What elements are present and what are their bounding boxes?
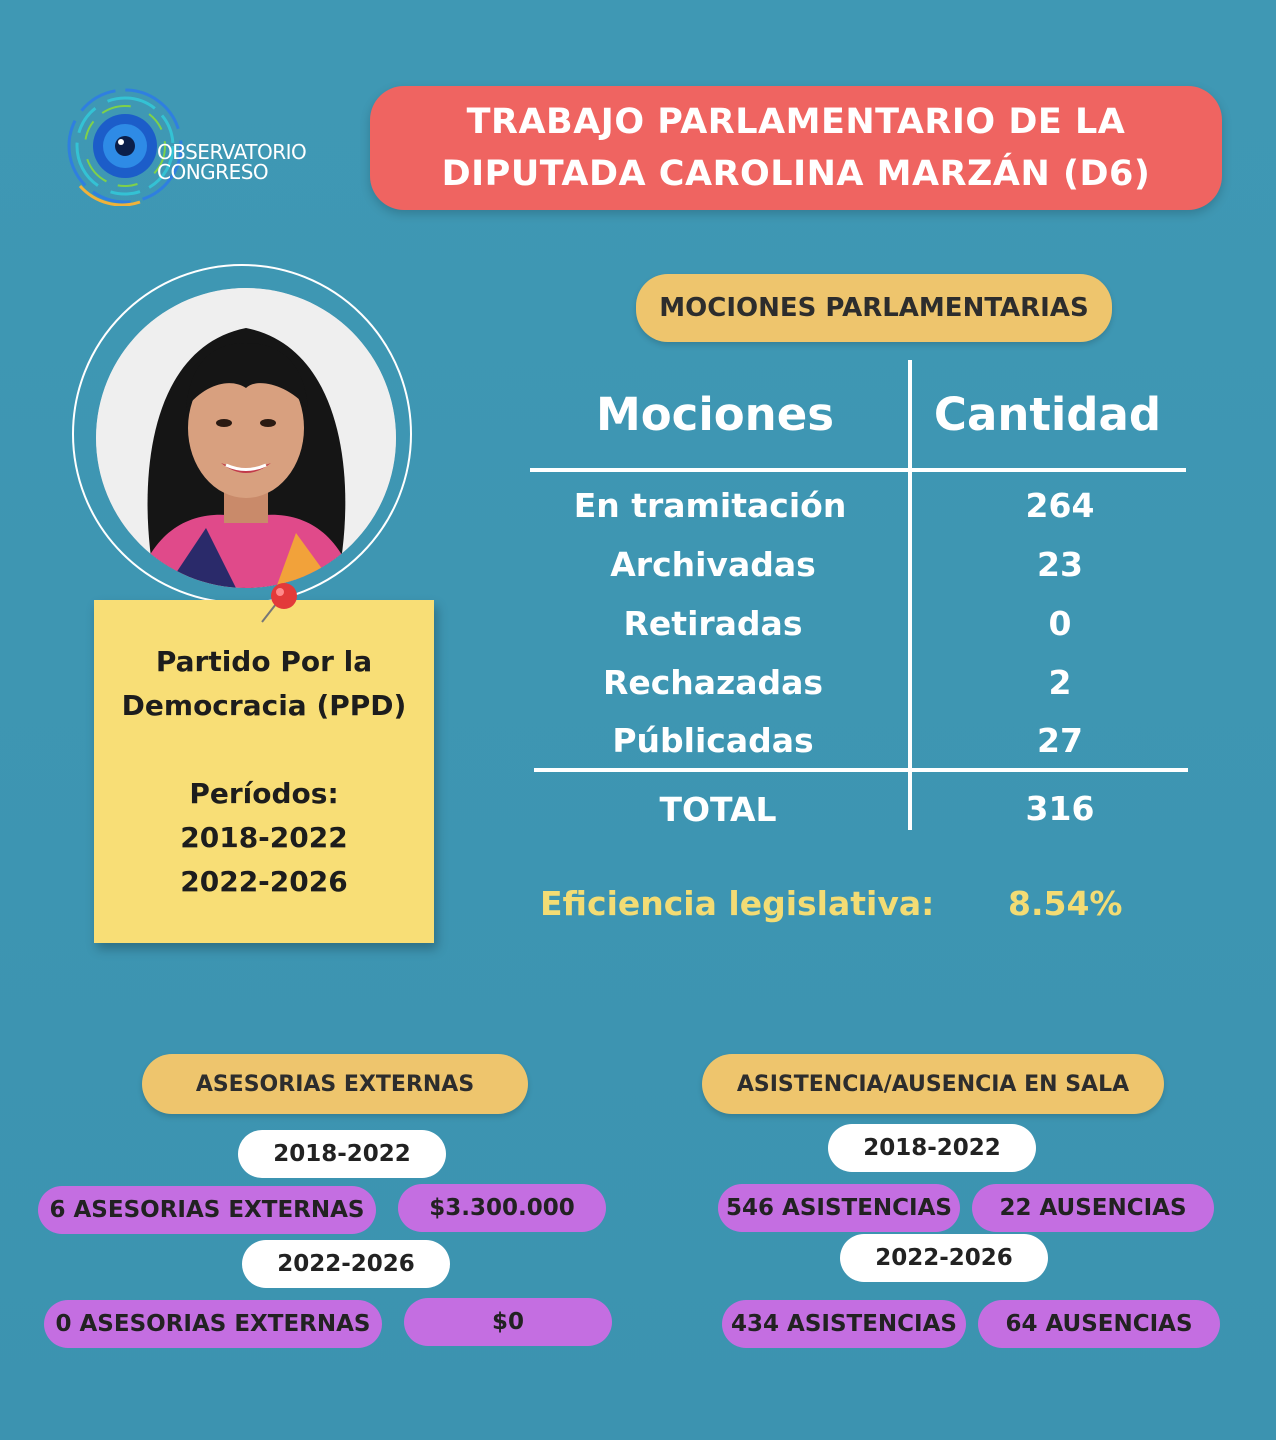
asesorias-period-2: 2022-2026 [242, 1240, 450, 1288]
row-label-retiradas: Retiradas [623, 604, 803, 643]
logo-text [157, 142, 306, 182]
table-total-divider [534, 768, 1188, 772]
asistencia-p2-ausencias: 64 AUSENCIAS [978, 1300, 1220, 1348]
col-header-mociones: Mociones [595, 388, 835, 441]
party-line-1: Partido Por la [155, 644, 373, 678]
push-pin-icon [258, 578, 308, 628]
row-value-archivadas: 23 [1037, 545, 1083, 584]
period-1: 2018-2022 [180, 820, 348, 854]
asistencia-p2-asistencias: 434 ASISTENCIAS [722, 1300, 966, 1348]
period-2: 2022-2026 [180, 864, 348, 898]
logo-line-1: OBSERVATORIO [157, 140, 307, 164]
row-label-archivadas: Archivadas [610, 545, 816, 584]
page-title [370, 86, 1222, 210]
efficiency-label: Eficiencia legislativa: [540, 884, 935, 923]
party-line-2: Democracia (PPD) [121, 688, 407, 722]
total-value: 316 [1025, 789, 1095, 828]
portrait-photo [96, 288, 396, 588]
asesorias-p2-count: 0 ASESORIAS EXTERNAS [44, 1300, 382, 1348]
col-header-cantidad: Cantidad [933, 388, 1162, 441]
asistencia-p1-ausencias: 22 AUSENCIAS [972, 1184, 1214, 1232]
asistencia-section-title: ASISTENCIA/AUSENCIA EN SALA [702, 1054, 1164, 1114]
asistencia-p1-asistencias: 546 ASISTENCIAS [718, 1184, 960, 1232]
table-header-divider [530, 468, 1186, 472]
table-vertical-divider [908, 360, 912, 830]
row-value-retiradas: 0 [1048, 604, 1072, 643]
row-value-tramitacion: 264 [1025, 486, 1095, 525]
row-value-rechazadas: 2 [1048, 663, 1072, 702]
title-line-2: DIPUTADA CAROLINA MARZÁN (D6) [441, 154, 1151, 194]
asistencia-period-2: 2022-2026 [840, 1234, 1048, 1282]
row-value-publicadas: 27 [1037, 721, 1083, 760]
party-sticky-note [94, 600, 434, 943]
asesorias-section-title: ASESORIAS EXTERNAS [142, 1054, 528, 1114]
asesorias-p1-count: 6 ASESORIAS EXTERNAS [38, 1186, 376, 1234]
total-label: TOTAL [659, 790, 777, 829]
row-label-tramitacion: En tramitación [573, 486, 847, 525]
asesorias-p2-amount: $0 [404, 1298, 612, 1346]
periods-label: Períodos: [189, 776, 339, 810]
asesorias-period-1: 2018-2022 [238, 1130, 446, 1178]
person-portrait-icon [96, 288, 396, 588]
asistencia-period-1: 2018-2022 [828, 1124, 1036, 1172]
mociones-section-title: MOCIONES PARLAMENTARIAS [636, 274, 1112, 342]
asesorias-p1-amount: $3.300.000 [398, 1184, 606, 1232]
efficiency-value: 8.54% [1008, 884, 1123, 923]
row-label-rechazadas: Rechazadas [602, 663, 824, 702]
title-line-1: TRABAJO PARLAMENTARIO DE LA [466, 102, 1126, 142]
logo-line-2: CONGRESO [157, 160, 269, 184]
row-label-publicadas: Públicadas [612, 721, 814, 760]
